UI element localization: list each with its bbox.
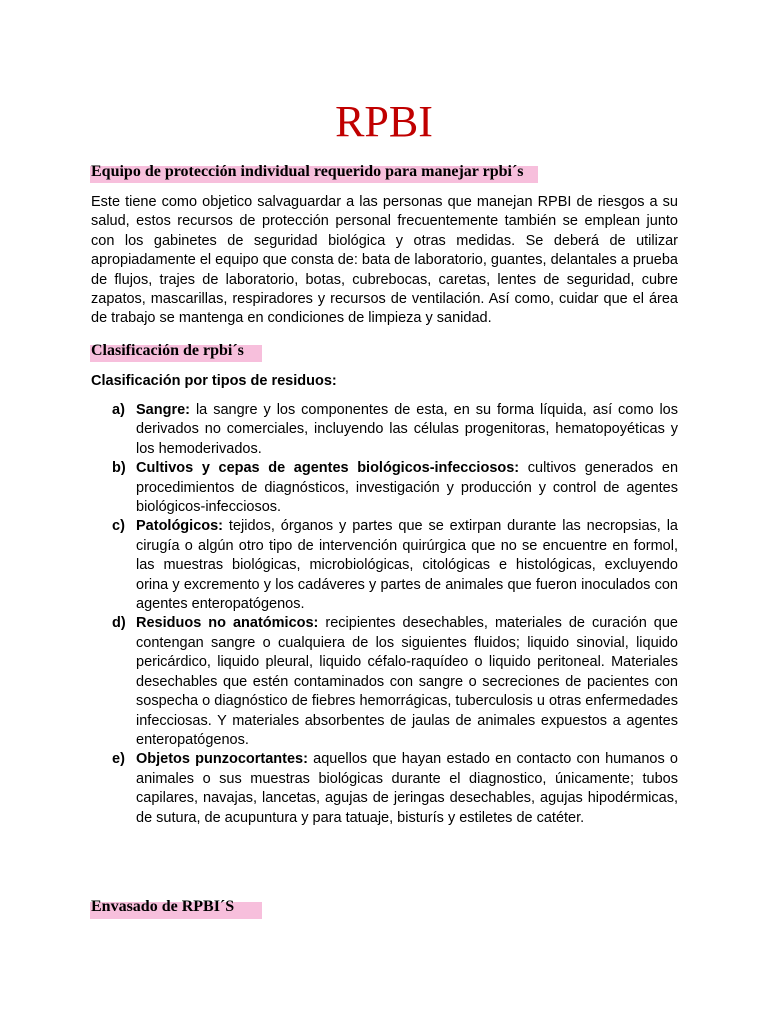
list-item-text: la sangre y los componentes de esta, en su forma líquida, así como los derivados no comerciales, incluyendo las células progenitoras, hematopoyéticas y los hemoderivados. <box>136 402 678 457</box>
list-item-text: cultivos generados en procedimientos de diagnósticos, investigación y producción y control de agentes biológicos-infecciosos. <box>136 460 679 516</box>
list-item-text: recipientes desechables, materiales de curación que contengan sangre o cualquiera de los siguientes fluidos; liquido sinovial, liquido pericárdico, liquido pleural, liquido céfalo-raquídeo o liquido peritoneal. Materiales desechables que estén contaminados con sangre o secreciones de pacientes con sospecha o diagnóstico de fiebres hemorrágicas, tuberculosis u otras enfermedades infecciosas. Y materiales absorbentes de jaulas de animales expuestos a agentes enteropatógenos. <box>136 615 678 748</box>
list-marker: c) <box>112 518 125 535</box>
list-marker: e) <box>112 751 125 768</box>
list-item <box>91 614 678 750</box>
list-item-term: Residuos no anatómicos: <box>136 615 319 632</box>
list-item <box>91 750 678 828</box>
list-item-term: Sangre: <box>136 402 190 418</box>
list-marker: a) <box>112 402 125 418</box>
list-marker: b) <box>112 460 126 477</box>
list-item-term: Patológicos: <box>136 518 224 535</box>
section-paragraph-equipo: Este tiene como objetico salvaguardar a las personas que manejan RPBI de riesgos a su salud, estos recursos de protección personal frecuentemente también se emplean junto con los gabinetes de seguridad biológica y otras medidas. Se deberá de utilizar apropiadamente el equipo que consta de: bata de laboratorio, guantes, delantales a prueba de flujos, trajes de laboratorio, botas, cubrebocas, caretas, lentes de seguridad, cubre zapatos, mascarillas, respiradores y recursos de ventilación. Así como, cuidar que el área de trabajo se mantenga en condiciones de limpieza y sanidad. <box>91 194 678 327</box>
section-heading-envasado: Envasado de RPBI´S <box>91 898 235 915</box>
section-heading-equipo: Equipo de protección individual requerido para manejar rpbi´s <box>91 163 524 180</box>
document-title: RPBI <box>335 97 433 146</box>
list-item <box>91 459 678 517</box>
list-item-term: Cultivos y cepas de agentes biológicos-infecciosos: <box>136 460 520 477</box>
subheading-tipos-residuos: Clasificación por tipos de residuos: <box>91 373 337 389</box>
list-item-term: Objetos punzocortantes: <box>136 751 308 768</box>
list-marker: d) <box>112 615 126 632</box>
list-item <box>91 517 678 614</box>
residue-type-list <box>91 401 678 828</box>
list-item-text: tejidos, órganos y partes que se extirpan durante las necropsias, la cirugía o algún otro tipo de intervención quirúrgica que no se encuentre en formol, las muestras biológicas, microbiológicas, citológicas e histológicas, excluyendo orina y excremento y los cadáveres y partes de animales que fueron inoculados con agentes enteropatógenos. <box>136 518 678 613</box>
list-item-text: aquellos que hayan estado en contacto con humanos o animales o sus muestras biológicas durante el diagnostico, únicamente; tubos capilares, navajas, lancetas, agujas de jeringas desechables, agujas hipodérmicas, de sutura, de acupuntura y para tatuaje, bisturís y estiletes de catéter. <box>136 751 678 826</box>
section-heading-clasificacion: Clasificación de rpbi´s <box>91 342 244 359</box>
list-item <box>91 401 678 459</box>
